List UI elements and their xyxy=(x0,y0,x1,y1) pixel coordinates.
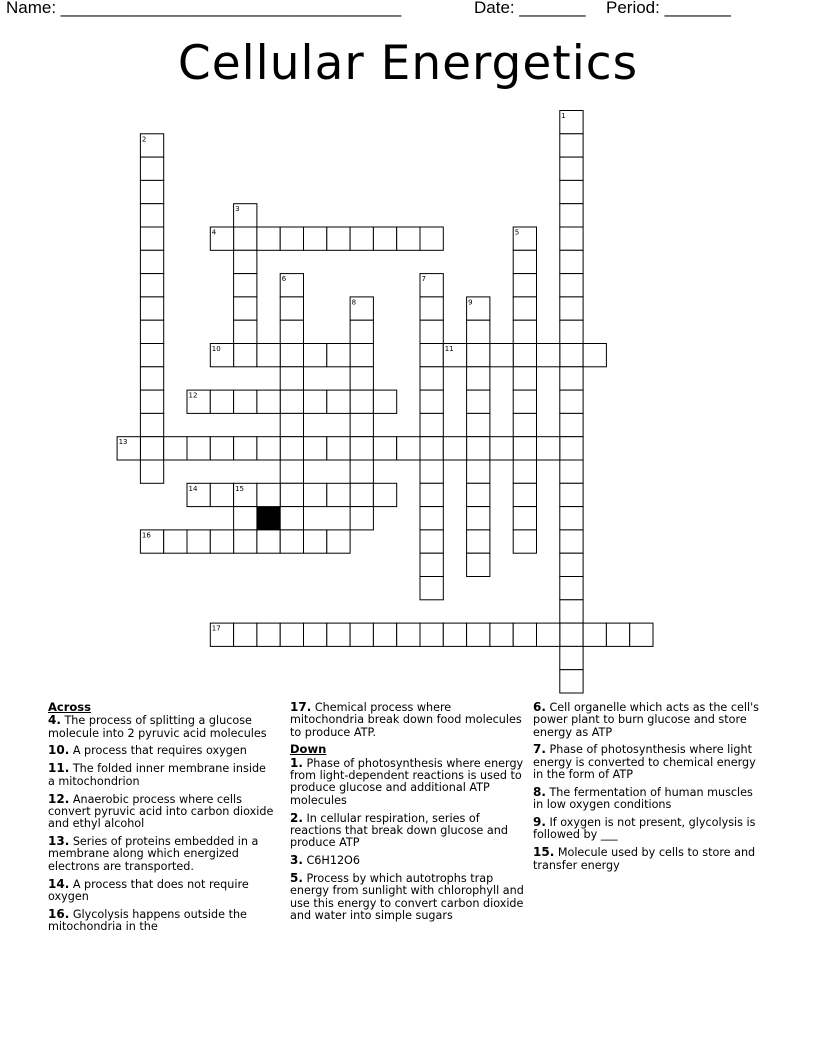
grid-cell[interactable] xyxy=(140,413,163,436)
clue-item xyxy=(48,878,276,904)
grid-cell[interactable] xyxy=(397,227,420,250)
grid-cell[interactable] xyxy=(537,437,560,460)
clue-number: 2. xyxy=(290,810,303,825)
clue-number: 5. xyxy=(290,870,303,885)
grid-cell[interactable] xyxy=(560,460,583,483)
grid-cell[interactable] xyxy=(350,344,373,367)
grid-cell[interactable] xyxy=(560,483,583,506)
grid-cell[interactable] xyxy=(164,530,187,553)
grid-cell[interactable] xyxy=(140,437,163,460)
clue-item xyxy=(48,762,276,788)
clue-item xyxy=(48,835,276,873)
grid-cell[interactable] xyxy=(234,274,257,297)
clue-number-label: 5 xyxy=(514,228,520,237)
grid-cell[interactable] xyxy=(560,297,583,320)
clue-item xyxy=(290,812,526,850)
grid-cell[interactable] xyxy=(234,507,257,530)
clue-text: Molecule used by cells to store and transfer energy xyxy=(533,846,756,872)
grid-cell[interactable] xyxy=(234,297,257,320)
grid-cell[interactable] xyxy=(140,320,163,343)
grid-cell[interactable] xyxy=(350,437,373,460)
grid-cell[interactable] xyxy=(304,390,327,413)
grid-cell[interactable] xyxy=(234,530,257,553)
grid-cell[interactable] xyxy=(513,250,536,273)
clue-number-label: 15 xyxy=(235,484,245,493)
grid-cell[interactable] xyxy=(490,344,513,367)
grid-cell[interactable] xyxy=(304,227,327,250)
grid-cell[interactable] xyxy=(560,134,583,157)
grid-cell[interactable] xyxy=(560,274,583,297)
grid-cell[interactable] xyxy=(373,437,396,460)
grid-cell[interactable] xyxy=(560,367,583,390)
grid-cell[interactable] xyxy=(234,623,257,646)
grid-cell[interactable] xyxy=(373,623,396,646)
clue-number-label: 10 xyxy=(211,345,221,353)
grid-cell[interactable] xyxy=(257,437,280,460)
grid-cell[interactable] xyxy=(140,180,163,203)
grid-cell[interactable] xyxy=(304,623,327,646)
grid-cell[interactable] xyxy=(560,413,583,436)
grid-cell[interactable] xyxy=(350,623,373,646)
grid-cell[interactable] xyxy=(350,227,373,250)
clue-text: Phase of photosynthesis where light energy is converted to chemical energy in the form of ATP xyxy=(533,743,756,782)
grid-cell[interactable] xyxy=(280,227,303,250)
grid-cell[interactable] xyxy=(210,390,233,413)
clue-number-label: 17 xyxy=(211,624,221,633)
clue-number-label: 1 xyxy=(561,112,566,120)
grid-cell[interactable] xyxy=(164,437,187,460)
clue-item xyxy=(48,714,276,740)
clue-text: Glycolysis happens outside the mitochondria in the xyxy=(48,907,247,934)
clue-text: C6H12O6 xyxy=(302,854,360,868)
clue-number: 10. xyxy=(48,743,70,758)
clue-item xyxy=(533,816,759,842)
grid-cell[interactable] xyxy=(234,390,257,413)
grid-cell[interactable] xyxy=(443,623,466,646)
clue-text: Phase of photosynthesis where energy from light-dependent reactions is used to produce glucose and additional ATP molecules xyxy=(290,756,524,807)
clue-item xyxy=(533,846,759,872)
clue-item xyxy=(48,793,276,831)
blocked-cell xyxy=(257,507,280,530)
grid-cell[interactable] xyxy=(467,437,490,460)
grid-cell[interactable] xyxy=(257,227,280,250)
clue-number: 16. xyxy=(48,906,70,921)
grid-cell[interactable] xyxy=(560,507,583,530)
grid-cell[interactable] xyxy=(280,623,303,646)
grid-cell[interactable] xyxy=(513,507,536,530)
grid-cell[interactable] xyxy=(467,483,490,506)
grid-cell[interactable] xyxy=(560,320,583,343)
grid-cell[interactable] xyxy=(257,623,280,646)
grid-cell[interactable] xyxy=(350,320,373,343)
clue-item xyxy=(533,701,759,739)
grid-cell[interactable] xyxy=(420,623,443,646)
clue-number-label: 13 xyxy=(118,438,128,447)
clue-item xyxy=(48,908,276,934)
grid-cell[interactable] xyxy=(140,250,163,273)
clue-text: Series of proteins embedded in a membrane along which energized electrons are transported. xyxy=(48,835,259,873)
grid-cell[interactable] xyxy=(467,413,490,436)
grid-cell[interactable] xyxy=(140,274,163,297)
grid-cell[interactable] xyxy=(140,204,163,227)
grid-cell[interactable] xyxy=(140,157,163,180)
grid-cell[interactable] xyxy=(560,623,583,646)
clue-number-label: 6 xyxy=(281,275,287,284)
grid-cell[interactable] xyxy=(210,530,233,553)
grid-cell[interactable] xyxy=(467,530,490,553)
grid-cell[interactable] xyxy=(373,227,396,250)
grid-cell[interactable] xyxy=(467,320,490,343)
grid-cell[interactable] xyxy=(327,530,350,553)
grid-cell[interactable] xyxy=(304,344,327,367)
clue-number: 11. xyxy=(48,761,70,776)
grid-cell[interactable] xyxy=(327,623,350,646)
grid-cell[interactable] xyxy=(513,390,536,413)
grid-cell[interactable] xyxy=(397,623,420,646)
clue-text: If oxygen is not present, glycolysis is followed by ___ xyxy=(533,816,756,842)
grid-cell[interactable] xyxy=(210,483,233,506)
grid-cell[interactable] xyxy=(327,227,350,250)
grid-cell[interactable] xyxy=(513,530,536,553)
grid-cell[interactable] xyxy=(560,157,583,180)
clue-column-3 xyxy=(533,701,759,877)
clue-number: 8. xyxy=(533,784,546,799)
clue-text: Cell organelle which acts as the cell's power plant to burn glucose and store energy as ATP xyxy=(533,701,760,739)
grid-cell[interactable] xyxy=(420,367,443,390)
grid-cell[interactable] xyxy=(420,437,443,460)
grid-cell[interactable] xyxy=(210,437,233,460)
grid-cell[interactable] xyxy=(187,530,210,553)
clue-number: 12. xyxy=(48,791,70,806)
grid-cell[interactable] xyxy=(606,623,629,646)
grid-cell[interactable] xyxy=(537,623,560,646)
grid-cell[interactable] xyxy=(560,530,583,553)
clue-number-label: 8 xyxy=(351,298,357,307)
grid-cell[interactable] xyxy=(234,344,257,367)
grid-cell[interactable] xyxy=(537,344,560,367)
grid-cell[interactable] xyxy=(280,437,303,460)
clue-text: Anaerobic process where cells convert pyruvic acid into carbon dioxide and ethyl alcohol xyxy=(48,792,274,831)
grid-cell[interactable] xyxy=(513,623,536,646)
grid-cell[interactable] xyxy=(560,646,583,669)
clue-number: 1. xyxy=(290,755,303,770)
grid-cell[interactable] xyxy=(513,367,536,390)
name-field-label: Name: ____________________________________ xyxy=(6,0,402,17)
grid-cell[interactable] xyxy=(467,623,490,646)
grid-cell[interactable] xyxy=(280,507,303,530)
grid-cell[interactable] xyxy=(560,344,583,367)
grid-cell[interactable] xyxy=(187,437,210,460)
clue-text: Chemical process where mitochondria break down food molecules to produce ATP. xyxy=(290,701,522,739)
clue-number-label: 14 xyxy=(188,484,198,493)
grid-cell[interactable] xyxy=(350,413,373,436)
clue-number-label: 4 xyxy=(211,228,217,237)
grid-cell[interactable] xyxy=(420,320,443,343)
clue-number-label: 9 xyxy=(468,298,473,307)
clue-item xyxy=(533,786,759,812)
grid-cell[interactable] xyxy=(140,367,163,390)
grid-cell[interactable] xyxy=(280,413,303,436)
clue-number: 9. xyxy=(533,815,546,830)
grid-cell[interactable] xyxy=(420,460,443,483)
grid-cell[interactable] xyxy=(513,413,536,436)
clue-item xyxy=(533,743,759,781)
grid-cell[interactable] xyxy=(560,577,583,600)
grid-cell[interactable] xyxy=(140,460,163,483)
grid-cell[interactable] xyxy=(560,204,583,227)
grid-cell[interactable] xyxy=(327,437,350,460)
clue-number: 7. xyxy=(533,742,546,757)
clue-number-label: 12 xyxy=(188,391,198,400)
page-title: Cellular Energetics xyxy=(177,36,639,91)
grid-cell[interactable] xyxy=(420,227,443,250)
clue-number: 13. xyxy=(48,834,70,849)
grid-cell[interactable] xyxy=(397,437,420,460)
clue-text: In cellular respiration, series of reactions that break down glucose and produce ATP xyxy=(290,811,508,850)
grid-cell[interactable] xyxy=(583,344,606,367)
grid-cell[interactable] xyxy=(420,413,443,436)
grid-cell[interactable] xyxy=(257,390,280,413)
grid-cell[interactable] xyxy=(513,483,536,506)
grid-cell[interactable] xyxy=(420,553,443,576)
grid-cell[interactable] xyxy=(513,320,536,343)
grid-cell[interactable] xyxy=(234,320,257,343)
clue-text: The folded inner membrane inside a mitochondrion xyxy=(48,762,266,788)
grid-cell[interactable] xyxy=(467,507,490,530)
grid-cell[interactable] xyxy=(280,483,303,506)
grid-cell[interactable] xyxy=(373,390,396,413)
clue-item xyxy=(290,701,526,739)
grid-cell[interactable] xyxy=(420,297,443,320)
clue-number: 17. xyxy=(290,700,312,714)
grid-cell[interactable] xyxy=(490,623,513,646)
grid-cell[interactable] xyxy=(513,437,536,460)
grid-cell[interactable] xyxy=(140,344,163,367)
clue-text: The process of splitting a glucose molecule into 2 pyruvic acid molecules xyxy=(48,714,267,740)
grid-cell[interactable] xyxy=(140,390,163,413)
grid-cell[interactable] xyxy=(257,344,280,367)
grid-cell[interactable] xyxy=(467,460,490,483)
grid-cell[interactable] xyxy=(373,483,396,506)
grid-cell[interactable] xyxy=(513,274,536,297)
grid-cell[interactable] xyxy=(257,483,280,506)
down-heading: Down xyxy=(290,742,327,757)
grid-cell[interactable] xyxy=(560,553,583,576)
grid-cell[interactable] xyxy=(327,390,350,413)
grid-cell[interactable] xyxy=(513,460,536,483)
grid-cell[interactable] xyxy=(350,390,373,413)
grid-cell[interactable] xyxy=(280,460,303,483)
grid-cell[interactable] xyxy=(304,483,327,506)
grid-cell[interactable] xyxy=(560,600,583,623)
grid-cell[interactable] xyxy=(420,530,443,553)
grid-cell[interactable] xyxy=(280,390,303,413)
grid-cell[interactable] xyxy=(257,530,280,553)
grid-cell[interactable] xyxy=(234,227,257,250)
clue-item xyxy=(290,854,526,867)
clue-text: A process that does not require oxygen xyxy=(48,877,249,903)
clue-item xyxy=(48,744,276,757)
grid-cell[interactable] xyxy=(234,437,257,460)
clue-number: 15. xyxy=(533,845,555,860)
clue-text: Process by which autotrophs trap energy from sunlight with chlorophyll and use this energy to convert carbon dioxide and water into simple sugars xyxy=(290,871,524,922)
clue-item xyxy=(290,757,526,807)
clue-number-label: 7 xyxy=(421,275,426,284)
clue-column-2 xyxy=(290,701,526,927)
clue-text: A process that requires oxygen xyxy=(69,744,247,758)
grid-cell[interactable] xyxy=(420,390,443,413)
across-heading: Across xyxy=(48,700,91,714)
grid-cell[interactable] xyxy=(140,297,163,320)
grid-cell[interactable] xyxy=(304,530,327,553)
grid-cell[interactable] xyxy=(420,344,443,367)
grid-cell[interactable] xyxy=(420,577,443,600)
grid-cell[interactable] xyxy=(420,507,443,530)
grid-cell[interactable] xyxy=(280,344,303,367)
clue-column-1 xyxy=(48,701,276,938)
grid-cell[interactable] xyxy=(560,437,583,460)
grid-cell[interactable] xyxy=(350,460,373,483)
grid-cell[interactable] xyxy=(560,250,583,273)
grid-cell[interactable] xyxy=(467,344,490,367)
clue-text: The fermentation of human muscles in low oxygen conditions xyxy=(533,785,753,812)
grid-cell[interactable] xyxy=(560,180,583,203)
clue-number: 3. xyxy=(290,853,303,868)
grid-cell[interactable] xyxy=(280,297,303,320)
grid-cell[interactable] xyxy=(560,227,583,250)
grid-cell[interactable] xyxy=(513,297,536,320)
grid-cell[interactable] xyxy=(467,553,490,576)
clue-item xyxy=(290,872,526,922)
grid-cell[interactable] xyxy=(140,227,163,250)
grid-cell[interactable] xyxy=(583,623,606,646)
grid-cell[interactable] xyxy=(304,437,327,460)
grid-cell[interactable] xyxy=(490,437,513,460)
clue-number: 14. xyxy=(48,876,70,891)
clue-number-label: 11 xyxy=(444,345,454,353)
grid-cell[interactable] xyxy=(467,390,490,413)
grid-cell[interactable] xyxy=(560,670,583,693)
grid-cell[interactable] xyxy=(350,507,373,530)
clue-number: 6. xyxy=(533,700,546,714)
period-field-label: Period: _______ xyxy=(606,0,731,17)
grid-cell[interactable] xyxy=(560,390,583,413)
grid-cell[interactable] xyxy=(350,483,373,506)
grid-cell[interactable] xyxy=(234,250,257,273)
clue-number-label: 16 xyxy=(141,531,151,540)
grid-cell[interactable] xyxy=(327,483,350,506)
date-field-label: Date: _______ xyxy=(474,0,586,17)
clue-number-label: 3 xyxy=(235,205,240,214)
grid-cell[interactable] xyxy=(630,623,653,646)
grid-cell[interactable] xyxy=(443,437,466,460)
grid-cell[interactable] xyxy=(420,483,443,506)
grid-cell[interactable] xyxy=(280,320,303,343)
clue-number: 4. xyxy=(48,713,61,728)
grid-cell[interactable] xyxy=(467,367,490,390)
grid-cell[interactable] xyxy=(327,344,350,367)
grid-cell[interactable] xyxy=(280,530,303,553)
grid-cell[interactable] xyxy=(513,344,536,367)
grid-cell[interactable] xyxy=(350,367,373,390)
grid-cell[interactable] xyxy=(280,367,303,390)
clue-number-label: 2 xyxy=(141,135,147,144)
